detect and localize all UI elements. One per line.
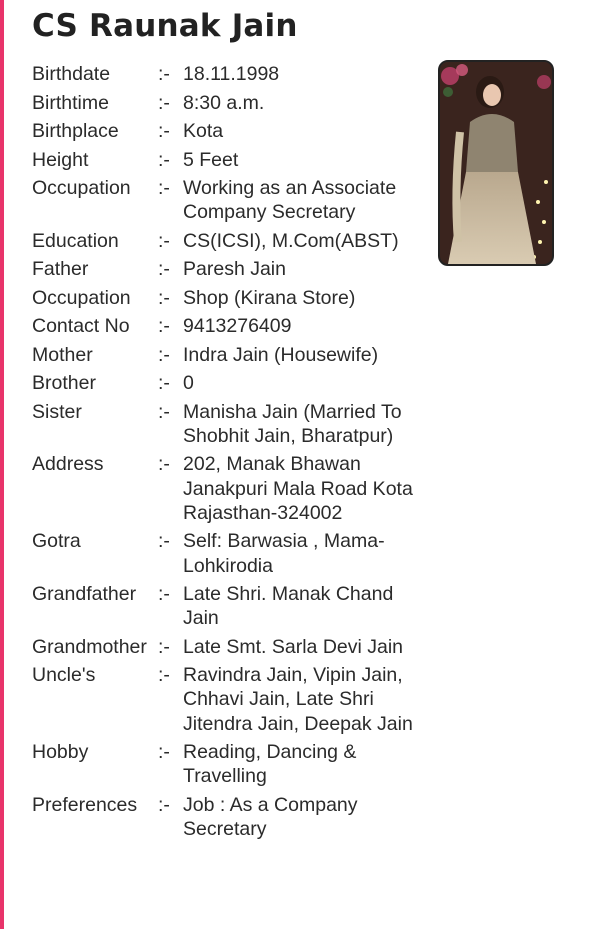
detail-row-contact — [32, 314, 422, 338]
detail-row-birthplace — [32, 119, 422, 143]
detail-row-birthdate — [32, 62, 422, 86]
detail-value: 9413276409 — [183, 315, 292, 338]
detail-label: Preferences — [32, 793, 138, 816]
detail-label: Hobby — [32, 741, 89, 764]
detail-label: Gotra — [32, 530, 81, 553]
detail-value: Reading, Dancing & Travelling — [183, 741, 357, 788]
profile-photo — [438, 60, 554, 266]
detail-separator: :- — [158, 315, 170, 338]
detail-separator: :- — [158, 583, 170, 606]
detail-row-sister — [32, 400, 422, 448]
detail-label: Sister — [32, 400, 82, 423]
detail-value: 8:30 a.m. — [183, 91, 265, 114]
detail-value: Paresh Jain — [183, 258, 286, 281]
profile-name: CS Raunak Jain — [32, 8, 298, 44]
accent-bar — [0, 0, 4, 929]
detail-separator: :- — [158, 258, 170, 281]
profile-details — [32, 62, 422, 846]
detail-row-height — [32, 148, 422, 172]
detail-separator: :- — [158, 229, 170, 252]
detail-separator: :- — [158, 286, 170, 309]
detail-value: 5 Feet — [183, 148, 239, 171]
detail-value: Manisha Jain (Married To Shobhit Jain, Bharatpur) — [183, 400, 402, 447]
detail-row-father-occupation — [32, 286, 422, 310]
detail-separator: :- — [158, 793, 170, 816]
detail-row-brother — [32, 371, 422, 395]
detail-row-grandmother — [32, 635, 422, 659]
detail-value: Shop (Kirana Store) — [183, 286, 356, 309]
detail-label: Height — [32, 148, 89, 171]
detail-value: 18.11.1998 — [183, 63, 280, 85]
detail-row-father — [32, 257, 422, 281]
detail-separator: :- — [158, 453, 170, 476]
detail-label: Address — [32, 453, 104, 476]
detail-row-uncles — [32, 663, 422, 736]
detail-value: Job : As a Company Secretary — [183, 793, 358, 841]
detail-value: Late Smt. Sarla Devi Jain — [183, 635, 404, 658]
detail-value: Working as an Associate Company Secretary — [183, 177, 397, 224]
detail-value: Late Shri. Manak Chand Jain — [183, 583, 394, 630]
detail-separator: :- — [158, 120, 170, 142]
detail-separator: :- — [158, 148, 170, 171]
detail-separator: :- — [158, 741, 170, 764]
detail-separator: :- — [158, 664, 170, 687]
detail-row-hobby — [32, 740, 422, 788]
detail-label: Mother — [32, 343, 93, 366]
detail-separator: :- — [158, 91, 170, 114]
detail-separator: :- — [158, 530, 170, 553]
detail-label: Contact No — [32, 315, 130, 338]
detail-row-birthtime — [32, 91, 422, 115]
detail-label: Brother — [32, 372, 96, 395]
detail-value: Indra Jain (Housewife) — [183, 343, 379, 366]
detail-separator: :- — [158, 635, 170, 658]
detail-label: Father — [32, 258, 89, 281]
detail-value: Kota — [183, 120, 224, 142]
detail-separator: :- — [158, 343, 170, 366]
detail-separator: :- — [158, 400, 170, 423]
detail-value: Self: Barwasia , Mama- Lohkirodia — [183, 530, 385, 577]
detail-label: Grandfather — [32, 583, 137, 606]
detail-separator: :- — [158, 177, 170, 199]
detail-value: CS(ICSI), M.Com(ABST) — [183, 229, 399, 252]
detail-label: Birthplace — [32, 120, 119, 142]
detail-value: 202, Manak Bhawan Janakpuri Mala Road Kota Rajasthan-324002 — [183, 453, 413, 524]
detail-label: Education — [32, 229, 119, 252]
detail-row-preferences — [32, 793, 422, 841]
detail-label: Uncle's — [32, 664, 96, 687]
detail-value: Ravindra Jain, Vipin Jain, Chhavi Jain, Late Shri Jitendra Jain, Deepak Jain — [183, 664, 413, 735]
detail-row-address — [32, 452, 422, 525]
detail-separator: :- — [158, 63, 170, 85]
detail-row-occupation — [32, 176, 422, 224]
detail-row-gotra — [32, 529, 422, 577]
detail-row-mother — [32, 343, 422, 367]
profile-photo-illustration — [440, 62, 552, 264]
detail-label: Birthdate — [32, 63, 111, 85]
detail-label: Birthtime — [32, 91, 109, 114]
detail-label: Grandmother — [32, 635, 147, 658]
detail-separator: :- — [158, 372, 170, 395]
detail-label: Occupation — [32, 177, 131, 199]
detail-row-grandfather — [32, 582, 422, 630]
detail-value: 0 — [183, 372, 194, 395]
detail-row-education — [32, 229, 422, 253]
detail-label: Occupation — [32, 286, 131, 309]
